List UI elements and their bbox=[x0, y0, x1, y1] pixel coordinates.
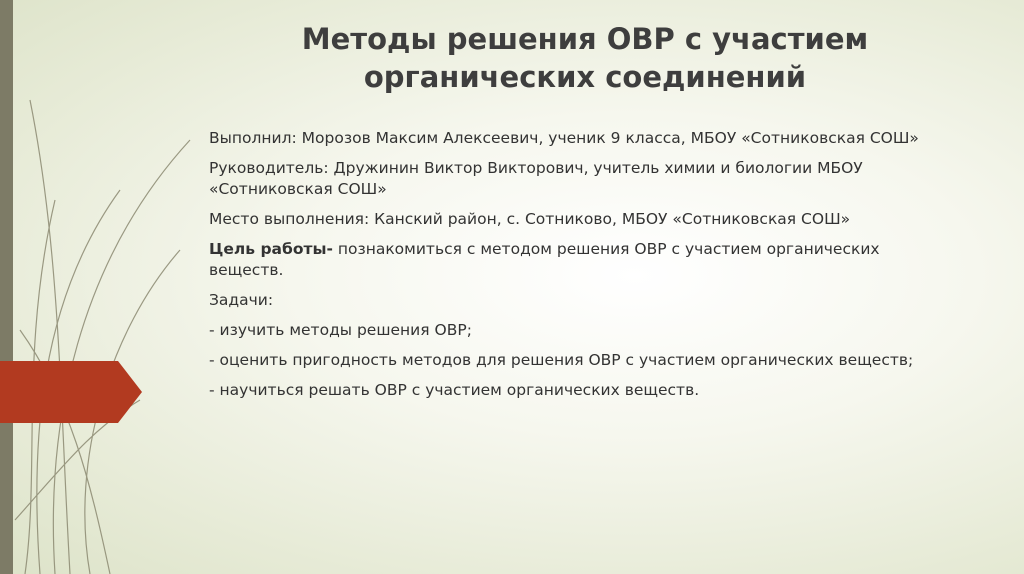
goal-label: Цель работы- bbox=[209, 240, 333, 258]
tasks-heading: Задачи: bbox=[209, 291, 274, 309]
goal-paragraph bbox=[209, 239, 929, 281]
supervisor-line: Руководитель: Дружинин Виктор Викторович, учитель химии и биологии МБОУ «Сотниковская СОШ» bbox=[209, 159, 863, 198]
slide-title-line-1: Методы решения ОВР с участием bbox=[301, 22, 869, 56]
slide-title-line-2: органических соединений bbox=[363, 60, 807, 94]
slide-body bbox=[209, 128, 929, 410]
slide-title bbox=[205, 20, 965, 96]
accent-arrow-tab bbox=[0, 361, 142, 423]
task-item: - научиться решать ОВР с участием органических веществ. bbox=[209, 381, 700, 399]
task-item: - изучить методы решения ОВР; bbox=[209, 321, 472, 339]
author-line: Выполнил: Морозов Максим Алексеевич, ученик 9 класса, МБОУ «Сотниковская СОШ» bbox=[209, 129, 919, 147]
task-item: - оценить пригодность методов для решения ОВР с участием органических веществ; bbox=[209, 351, 914, 369]
decorative-curves bbox=[0, 0, 200, 574]
place-line: Место выполнения: Канский район, с. Сотниково, МБОУ «Сотниковская СОШ» bbox=[209, 210, 851, 228]
goal-text: познакомиться с методом решения ОВР с участием органических веществ. bbox=[209, 240, 880, 279]
